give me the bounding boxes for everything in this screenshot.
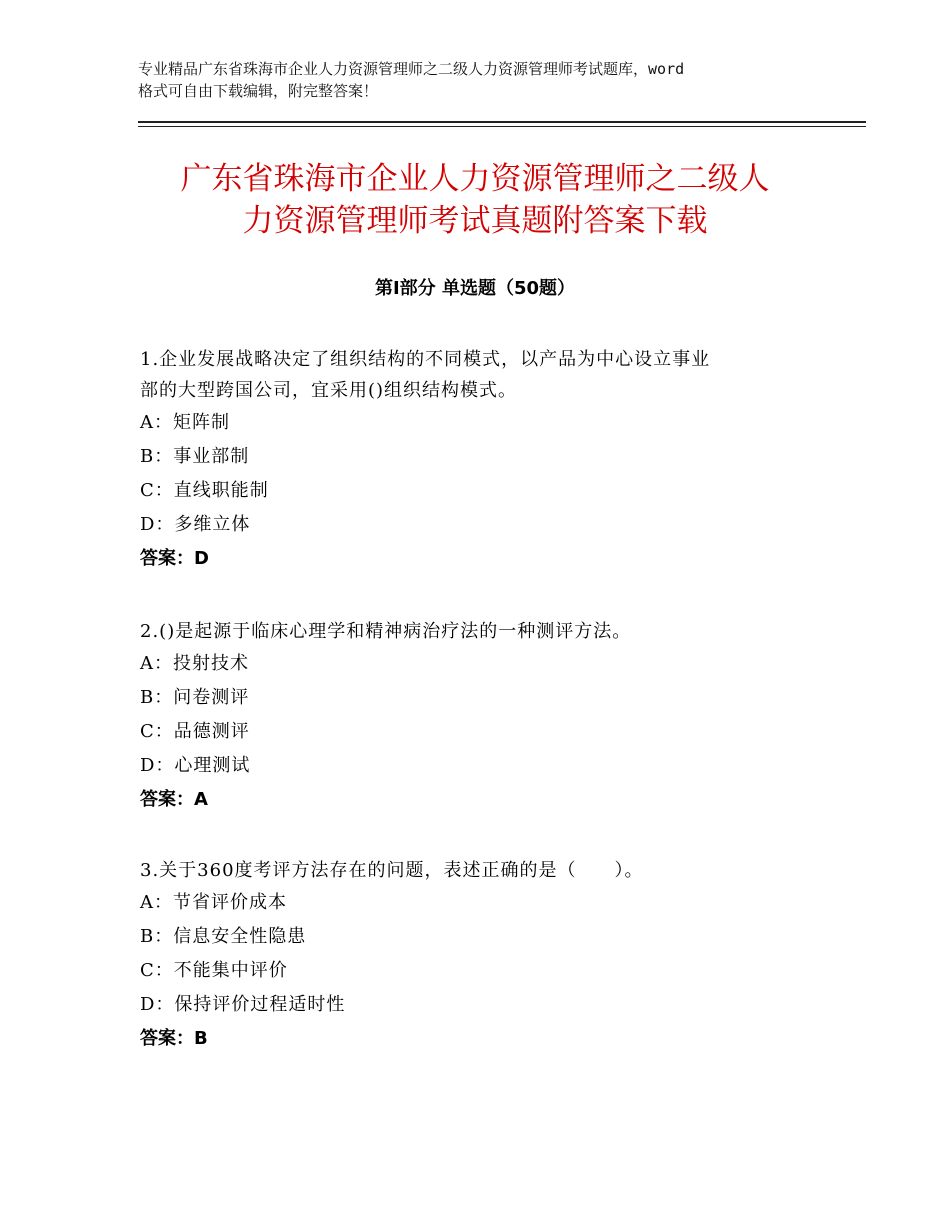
option-d: D：心理测试 (140, 755, 251, 776)
question-stem (140, 855, 820, 886)
document-title-line-2: 力资源管理师考试真题附答案下载 (242, 203, 708, 239)
option-b: B：问卷测评 (140, 687, 250, 708)
option-c: C：品德测评 (140, 721, 250, 742)
option-c: C：不能集中评价 (140, 960, 288, 981)
question-stem-line-2: 部的大型跨国公司，宜采用()组织结构模式。 (140, 380, 518, 401)
option-b: B：事业部制 (140, 446, 250, 467)
header-note-line-2: 格式可自由下载编辑，附完整答案！ (138, 82, 379, 100)
header-divider-thin (138, 126, 866, 127)
question-stem (140, 616, 820, 647)
header-note-line-1: 专业精品广东省珠海市企业人力资源管理师之二级人力资源管理师考试题库，word (138, 60, 685, 78)
question-3 (140, 855, 820, 1056)
question-stem-line-1: 1.企业发展战略决定了组织结构的不同模式，以产品为中心设立事业 (140, 349, 711, 370)
option-d: D：多维立体 (140, 514, 251, 535)
answer: 答案：B (140, 1028, 208, 1049)
option-a: A：矩阵制 (140, 412, 230, 433)
option-a: A：投射技术 (140, 653, 249, 674)
document-title-line-1: 广东省珠海市企业人力资源管理师之二级人 (180, 161, 770, 197)
header-divider (138, 121, 866, 123)
option-b: B：信息安全性隐患 (140, 926, 307, 947)
question-stem (140, 344, 820, 406)
question-stem-line-1: 3.关于360度考评方法存在的问题，表述正确的是（ ）。 (140, 860, 644, 881)
answer: 答案：D (140, 548, 209, 569)
document-title (120, 158, 830, 242)
question-2 (140, 616, 820, 817)
question-stem-line-1: 2.()是起源于临床心理学和精神病治疗法的一种测评方法。 (140, 621, 632, 642)
answer: 答案：A (140, 789, 208, 810)
header-note (138, 58, 828, 102)
question-1 (140, 344, 820, 576)
option-d: D：保持评价过程适时性 (140, 994, 346, 1015)
option-c: C：直线职能制 (140, 480, 269, 501)
option-a: A：节省评价成本 (140, 892, 287, 913)
section-title: 第Ⅰ部分 单选题（50题） (374, 278, 575, 299)
